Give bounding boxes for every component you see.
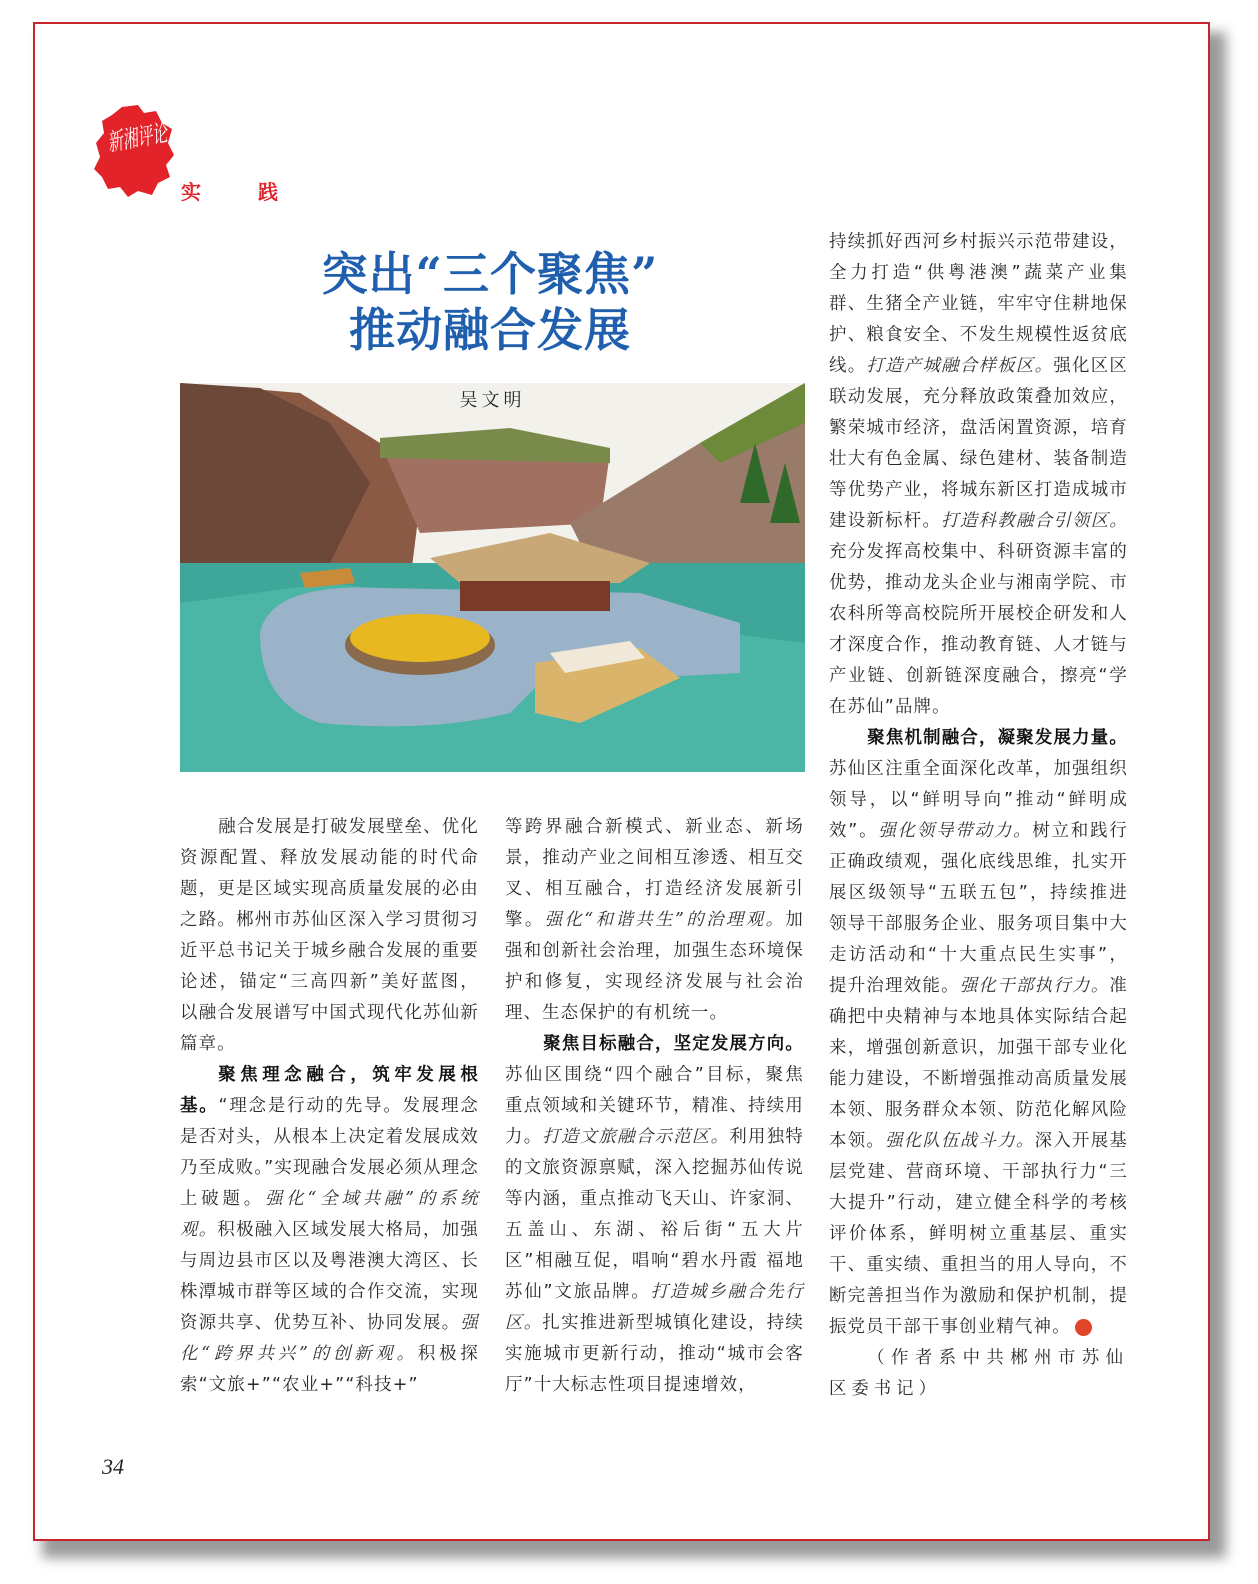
emphasis-phrase: 强化“和谐共生”的治理观。 <box>544 910 786 930</box>
body-text: 融合发展是打破发展壁垒、优化资源配置、释放发展动能的时代命题，更是区域实现高质量发展的必由之路。郴州市苏仙区深入学习贯彻习近平总书记关于城乡融合发展的重要论述，锚定“三高四新”美好蓝图，以融合发展谱写中国式现代化苏仙新篇章。 <box>180 817 479 1054</box>
emphasis-phrase: 强化“跨界共兴”的创新观。 <box>180 1313 479 1364</box>
section-heading: 聚焦理念融合，筑牢发展根基。 <box>180 1065 479 1116</box>
body-text: 苏仙区注重全面深化改革，加强组织领导，以“鲜明导向”推动“鲜明成效”。 <box>829 759 1128 841</box>
article-author: 吴文明 <box>459 390 526 411</box>
paragraph <box>829 227 1128 723</box>
body-text: 苏仙区围绕“四个融合”目标，聚焦重点领域和关键环节，精准、持续用力。 <box>505 1065 804 1147</box>
paragraph <box>180 1060 479 1401</box>
page-number: 34 <box>102 1454 124 1479</box>
article-photo <box>180 383 805 772</box>
body-text: 积极探索“文旅+”“农业+”“科技+” <box>180 1344 479 1395</box>
body-text: 强化区区联动发展，充分释放政策叠加效应，繁荣城市经济，盘活闲置资源，培育壮大有色金属、绿色建材、装备制造等优势产业，将城东新区打造成城市建设新标杆。 <box>829 356 1128 531</box>
body-text: 持续抓好西河乡村振兴示范带建设，全力打造“供粤港澳”蔬菜产业集群、生猪全产业链，牢牢守住耕地保护、粮食安全、不发生规模性返贫底线。 <box>829 232 1128 376</box>
body-text: 树立和践行正确政绩观，强化底线思维，扎实开展区级领导“五联五包”，持续推进领导干部服务企业、服务项目集中大走访活动和“十大重点民生实事”，提升治理效能。 <box>829 821 1128 996</box>
author-note <box>829 1343 1128 1405</box>
emphasis-phrase: 强化队伍战斗力。 <box>885 1131 1035 1151</box>
magazine-logo <box>92 103 205 199</box>
emphasis-phrase: 打造科教融合引领区。 <box>941 511 1128 531</box>
section-heading: 聚焦机制融合，凝聚发展力量。 <box>867 728 1128 748</box>
body-text: 利用独特的文旅资源禀赋，深入挖掘苏仙传说等内涵，重点推动飞天山、许家洞、五盖山、东湖、裕后街“五大片区”相融互促，唱响“碧水丹霞 福地苏仙”文旅品牌。 <box>505 1127 804 1302</box>
paragraph <box>180 812 479 1060</box>
text-column-3 <box>829 227 1128 1405</box>
body-text: 准确把中央精神与本地具体实际结合起来，增强创新意识，加强干部专业化能力建设，不断增强推动高质量发展本领、服务群众本领、防范化解风险本领。 <box>829 976 1128 1151</box>
body-text: （作者系中共郴州市苏仙区委书记） <box>829 1348 1128 1399</box>
text-column-1 <box>180 812 479 1401</box>
emphasis-phrase: 打造文旅融合示范区。 <box>542 1127 730 1147</box>
body-text: “理念是行动的先导。发展理念是否对头，从根本上决定着发展成效乃至成败。”实现融合发展必须从理念上破题。 <box>180 1096 480 1209</box>
body-text: 积极融入区域发展大格局，加强与周边县市区以及粤港澳大湾区、长株潭城市群等区域的合作交流，实现资源共享、优势互补、协同发展。 <box>180 1220 479 1333</box>
article-title-line1: 突出“三个聚焦” <box>321 247 659 301</box>
article-title-line2: 推动融合发展 <box>349 303 631 357</box>
body-text: 充分发挥高校集中、科研资源丰富的优势，推动龙头企业与湘南学院、市农科所等高校院所开展校企研发和人才深度合作，推动教育链、人才链与产业链、创新链深度融合，擦亮“学在苏仙”品牌。 <box>829 542 1128 717</box>
section-label-right: 践 <box>258 180 278 204</box>
paragraph <box>505 812 804 1029</box>
emphasis-phrase: 强化干部执行力。 <box>959 976 1110 996</box>
emphasis-phrase: 强化领导带动力。 <box>878 821 1033 841</box>
emphasis-phrase: 打造产城融合样板区。 <box>866 356 1054 376</box>
body-text: 深入开展基层党建、营商环境、干部执行力“三大提升”行动，建立健全科学的考核评价体系，鲜明树立重基层、重实干、重实绩、重担当的用人导向，不断完善担当作为激励和保护机制，提振党员干部干事创业精气神。 <box>829 1131 1128 1337</box>
end-mark-icon <box>1075 1319 1092 1336</box>
paragraph <box>829 723 1128 1343</box>
text-column-2 <box>505 812 804 1401</box>
section-heading: 聚焦目标融合，坚定发展方向。 <box>543 1034 804 1054</box>
body-text: 加强和创新社会治理，加强生态环境保护和修复，实现经济发展与社会治理、生态保护的有机统一。 <box>505 910 804 1023</box>
section-label-left: 实 <box>181 180 201 204</box>
body-text: 等跨界融合新模式、新业态、新场景，推动产业之间相互渗透、相互交叉、相互融合，打造经济发展新引擎。 <box>505 817 804 930</box>
body-text: 扎实推进新型城镇化建设，持续实施城市更新行动，推动“城市会客厅”十大标志性项目提速增效， <box>505 1313 804 1395</box>
emphasis-phrase: 强化“全域共融”的系统观。 <box>180 1189 480 1240</box>
logo-text: 新湘评论 <box>105 112 205 157</box>
emphasis-phrase: 打造城乡融合先行区。 <box>505 1282 804 1333</box>
paragraph <box>505 1029 804 1401</box>
